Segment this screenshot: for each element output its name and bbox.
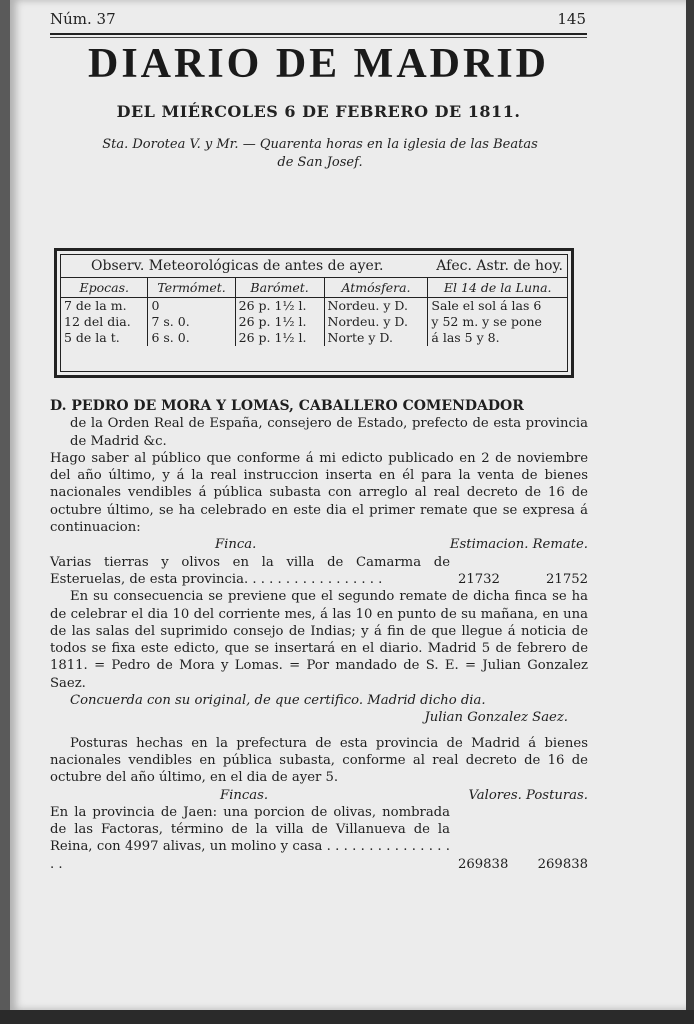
cell-epoca: 12 del dia. bbox=[61, 314, 148, 330]
col-barometro: Barómet. bbox=[235, 278, 324, 298]
weather-box bbox=[54, 248, 574, 378]
saints-line-1: Sta. Dorotea V. y Mr. — Quarenta horas en la iglesia de las Beatas bbox=[102, 137, 538, 152]
article-body bbox=[50, 398, 588, 873]
posturas-entry-values bbox=[458, 804, 588, 873]
article-heading-cont: de la Orden Real de España, consejero de Estado, prefecto de esta provincia de Madrid &c. bbox=[70, 416, 588, 449]
article-paragraph-1: Hago saber al público que conforme á mi edicto publicado en 2 de noviembre del año último, y á la real instruccion inserta en él para la venta de bienes nacionales vendibles á pública subasta con arreglo al real decreto de 16 de octubre último, se ha celebrado en este dia el primer remate que se expresa á continuacion: bbox=[50, 450, 588, 536]
observ-label: Observ. Meteorológicas de antes de ayer. bbox=[91, 258, 384, 274]
cell-luna: á las 5 y 8. bbox=[431, 330, 500, 345]
cell-termo: 6 s. 0. bbox=[148, 330, 235, 346]
cell-termo: 0 bbox=[148, 298, 235, 315]
cell-epoca: 5 de la t. bbox=[61, 330, 148, 346]
posturas-paragraph: Posturas hechas en la prefectura de esta provincia de Madrid á bienes nacionales vendibles en pública subasta, conforme al real decreto de 16 de octubre del año último, en el dia de ayer 5. bbox=[50, 735, 588, 786]
masthead-title: DIARIO DE MADRID bbox=[87, 41, 549, 87]
finca-entry-values bbox=[458, 554, 588, 589]
weather-header bbox=[61, 255, 567, 278]
finca-remate: 21752 bbox=[546, 571, 588, 587]
article-paragraph-2: En su consecuencia se previene que el segundo remate de dicha finca se ha de celebrar el dia 10 del corriente mes, á las 10 en punto de su mañana, en una de las salas del suprimido consejo de Indias; y á fin de que llegue á noticia de todos se fixa este edicto, que se insertará en el diario. Madrid 5 de febrero de 1811. = Pedro de Mora y Lomas. = Por mandado de S. E. = Julian Gonzalez Saez. bbox=[50, 589, 588, 691]
issue-date: DEL MIÉRCOLES 6 DE FEBRERO DE 1811. bbox=[116, 102, 521, 121]
weather-table-header bbox=[61, 278, 567, 298]
header-rule bbox=[50, 33, 587, 35]
cell-atmos: Nordeu. y D. bbox=[324, 298, 428, 315]
posturas-entry-text: En la provincia de Jaen: una porcion de olivas, nombrada de las Factoras, término de la villa de Villanueva de la Reina, con 4997 alivas, un molino y casa . . . . . . . . . . . . . . . . . bbox=[50, 804, 450, 872]
issue-number: Núm. 37 bbox=[50, 10, 116, 28]
cell-epoca: 7 de la m. bbox=[61, 298, 148, 315]
col-epocas: Epocas. bbox=[61, 278, 148, 298]
posturas-valor: 269838 bbox=[458, 856, 509, 872]
finca-entry-text: Varias tierras y olivos en la villa de Camarma de Esteruelas, de esta provincia. . . . . . . . . . . . . . . . . bbox=[50, 554, 450, 587]
col-luna: El 14 de la Luna. bbox=[428, 278, 567, 298]
weather-box-inner bbox=[60, 254, 568, 372]
col-estimacion-remate: Estimacion. Remate. bbox=[449, 537, 588, 553]
weather-row bbox=[61, 298, 567, 315]
page-header bbox=[50, 10, 586, 28]
finca-entry bbox=[50, 554, 588, 589]
cell-baro: 26 p. 1½ l. bbox=[235, 314, 324, 330]
cell-luna: Sale el sol á las 6 bbox=[431, 298, 542, 313]
cell-baro: 26 p. 1½ l. bbox=[235, 330, 324, 346]
col-termometro: Termómet. bbox=[148, 278, 235, 298]
col-valores-posturas: Valores. Posturas. bbox=[468, 787, 588, 803]
page-edge-bottom bbox=[0, 1010, 694, 1024]
col-atmosfera: Atmósfera. bbox=[324, 278, 428, 298]
cell-atmos: Norte y D. bbox=[324, 330, 428, 346]
cell-baro: 26 p. 1½ l. bbox=[235, 298, 324, 315]
astro-label: Afec. Astr. de hoy. bbox=[436, 258, 563, 274]
page-number: 145 bbox=[557, 10, 586, 28]
article-heading: D. PEDRO DE MORA Y LOMAS, CABALLERO COMENDADOR bbox=[50, 398, 524, 414]
posturas-postura: 269838 bbox=[537, 856, 588, 872]
col-fincas: Fincas. bbox=[220, 787, 269, 803]
saints-line-2: de San Josef. bbox=[277, 155, 363, 170]
posturas-column-headers bbox=[50, 787, 588, 804]
posturas-entry bbox=[50, 804, 588, 873]
finca-estimacion: 21732 bbox=[458, 571, 500, 587]
spacer bbox=[50, 727, 588, 735]
signature-line: Julian Gonzalez Saez. bbox=[424, 710, 568, 726]
cell-atmos: Nordeu. y D. bbox=[324, 314, 428, 330]
col-finca: Finca. bbox=[215, 537, 257, 553]
weather-row bbox=[61, 314, 567, 330]
cell-termo: 7 s. 0. bbox=[148, 314, 235, 330]
header-rule-thin bbox=[50, 37, 587, 38]
concuerda-line: Concuerda con su original, de que certifico. Madrid dicho dia. bbox=[70, 693, 486, 709]
newspaper-page bbox=[10, 0, 686, 1010]
weather-row bbox=[61, 330, 567, 346]
saints-of-day bbox=[70, 136, 570, 172]
page-edge-right bbox=[686, 0, 694, 1024]
cell-luna: y 52 m. y se pone bbox=[431, 314, 542, 329]
finca-column-headers bbox=[50, 536, 588, 553]
weather-table bbox=[61, 278, 567, 346]
